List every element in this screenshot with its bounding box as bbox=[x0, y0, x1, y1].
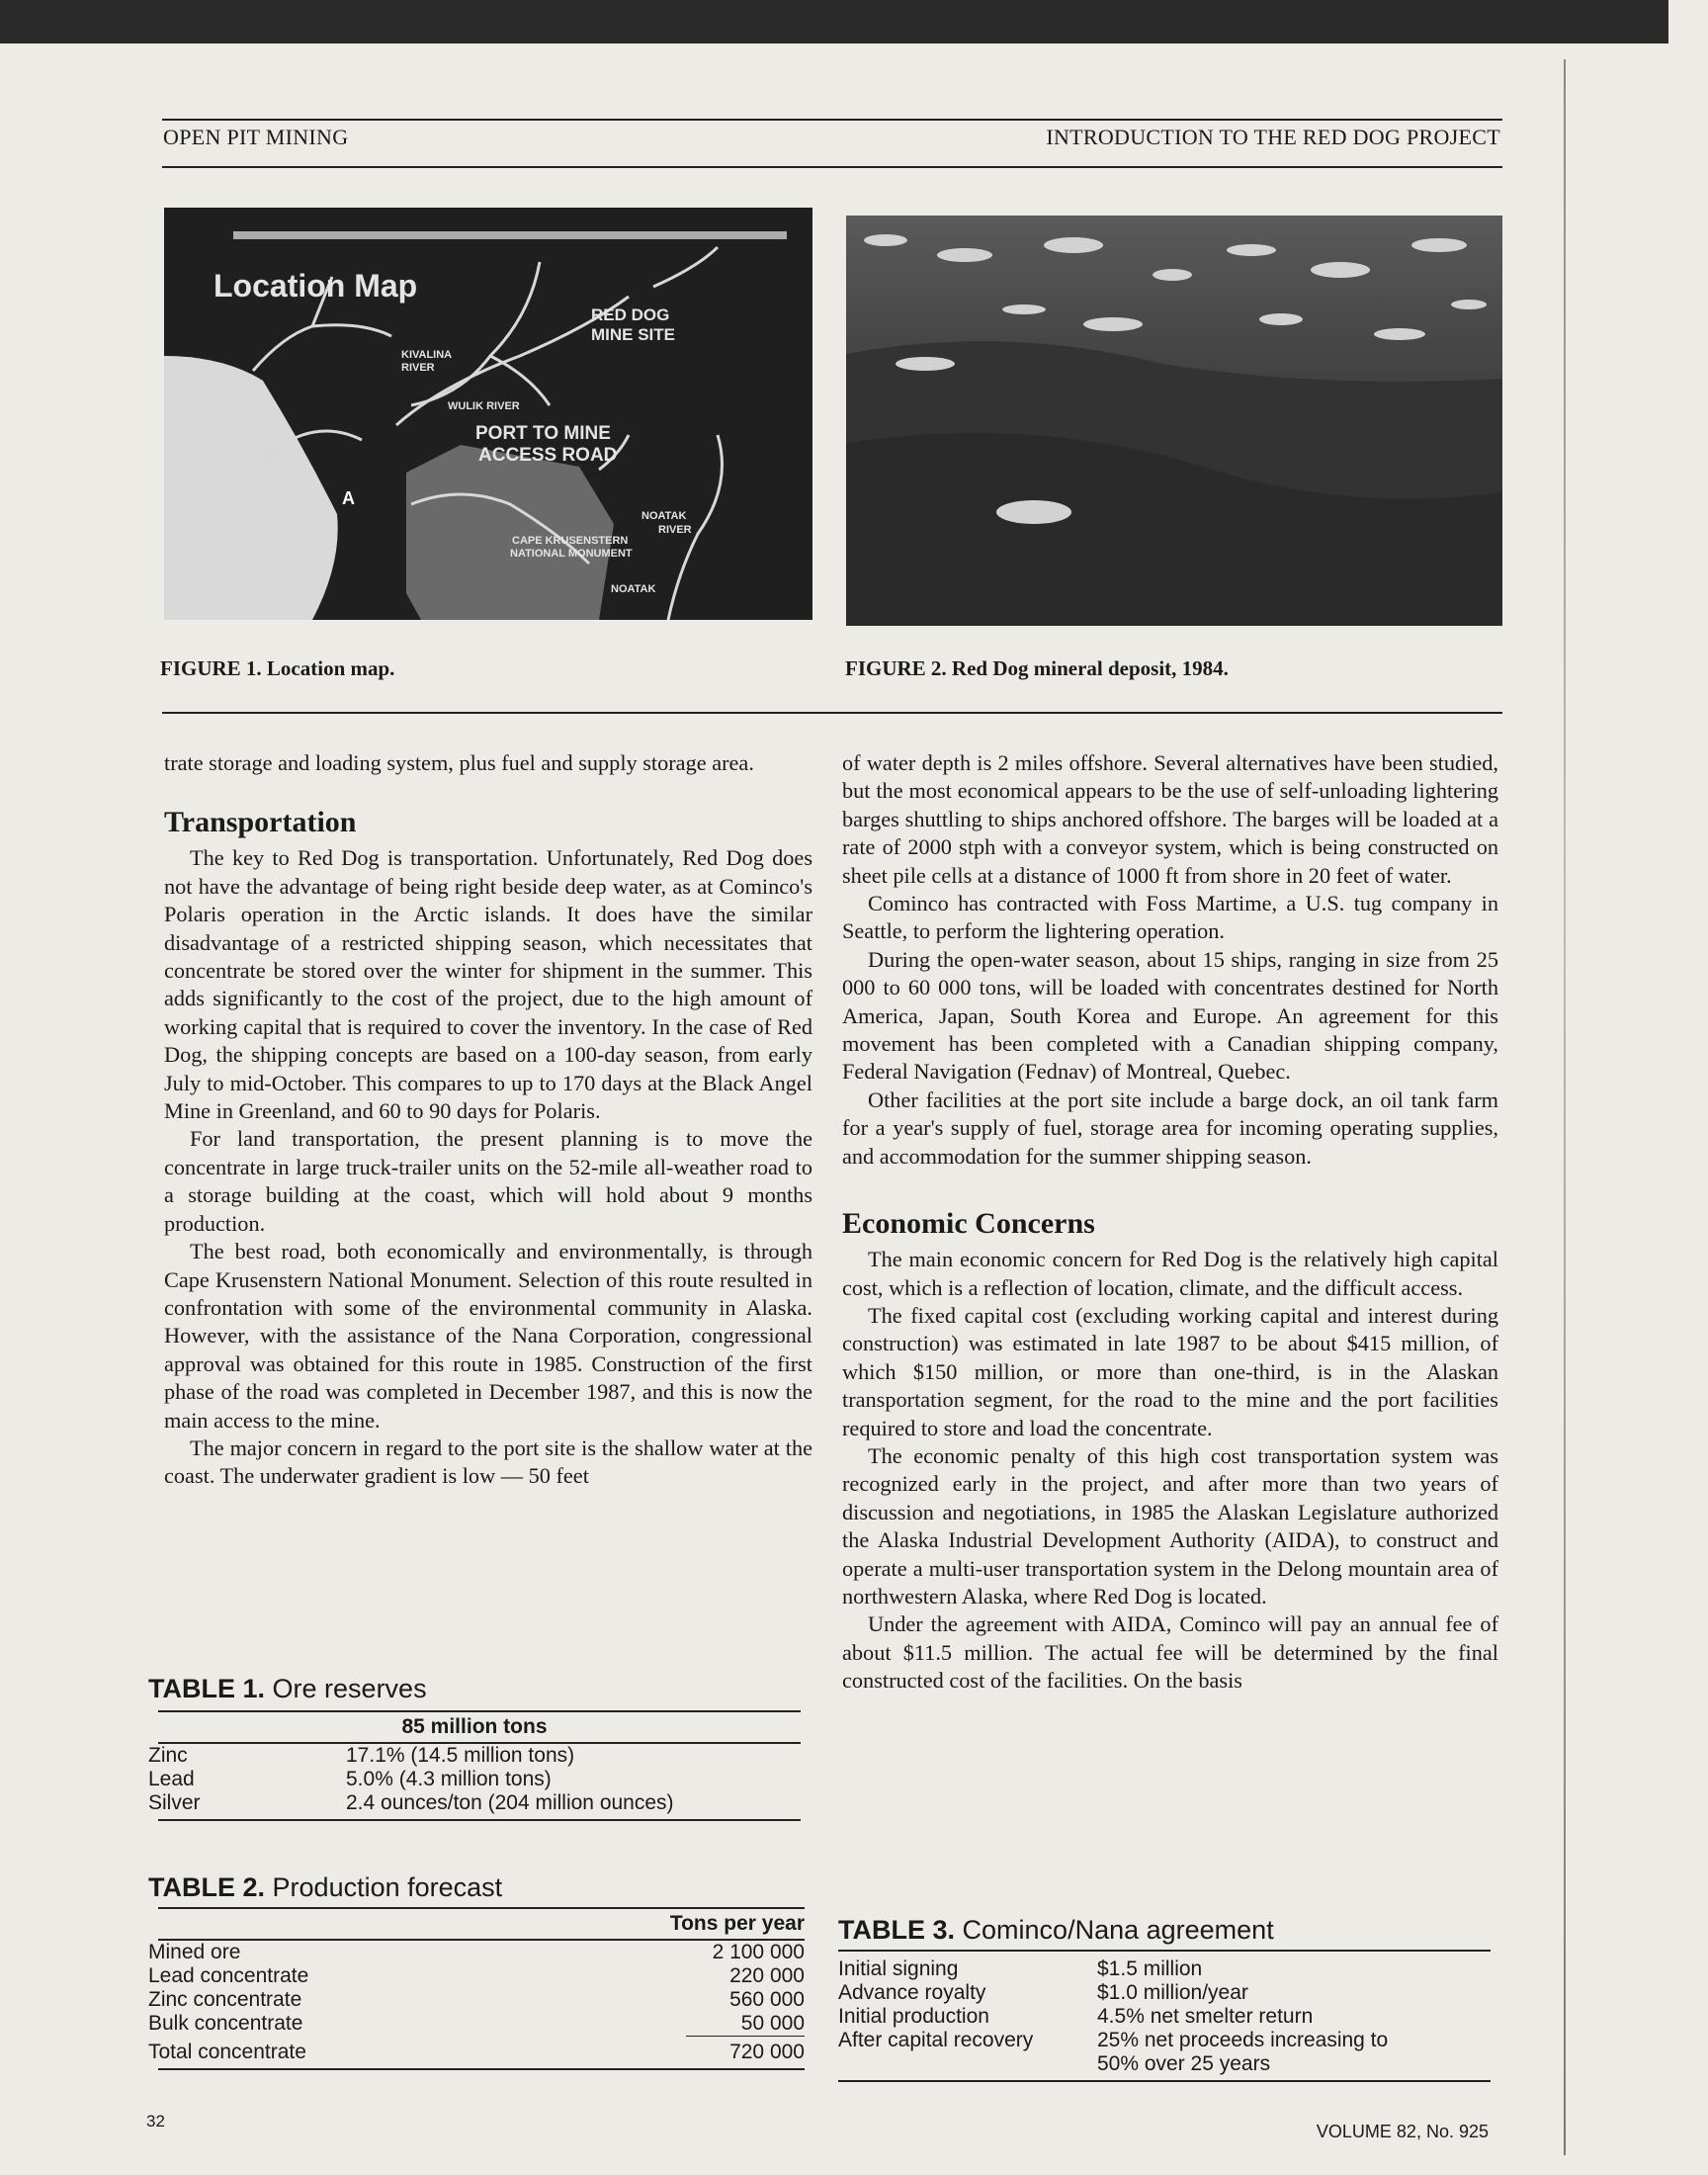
right-intro-text: of water depth is 2 miles offshore. Several alternatives have been studied, but the most economical appears to be the use of self-unloading lightering barges shuttling to ships anchored offshore. The barges will be loaded at a rate of 2000 stph with a conveyor system, which is being constructed on sheet pile cells at a distance of 1000 ft from shore in 20 feet of water. bbox=[842, 750, 1498, 888]
table3-cominco-nana-agreement bbox=[838, 1914, 1491, 2082]
scan-page-edge bbox=[1564, 59, 1566, 2155]
economic-paragraph: The main economic concern for Red Dog is the relatively high capital cost, which is a reflection of location, climate, and the difficult access. bbox=[842, 1247, 1498, 1300]
table3-row-value: 50% over 25 years bbox=[1097, 2052, 1271, 2075]
table-row bbox=[838, 2052, 1491, 2076]
transportation-heading: Transportation bbox=[164, 806, 357, 839]
label-noatak: NOATAK bbox=[611, 583, 656, 595]
label-road-1: PORT TO MINE bbox=[475, 423, 611, 444]
table2-row-name: Mined ore bbox=[148, 1941, 241, 1963]
table2-row-value: 50 000 bbox=[740, 2012, 805, 2035]
port-paragraph: Cominco has contracted with Foss Martime, a U.S. tug company in Seattle, to perform the lightering operation. bbox=[842, 891, 1498, 944]
label-cape-2: NATIONAL MONUMENT bbox=[510, 548, 633, 560]
label-noatak-river-1: NOATAK bbox=[641, 510, 687, 522]
table3-title bbox=[838, 1914, 1491, 1946]
label-edge-letter: A bbox=[342, 488, 355, 508]
running-header-right: INTRODUCTION TO THE RED DOG PROJECT bbox=[1046, 125, 1500, 149]
table1-row-value: 5.0% (4.3 million tons) bbox=[346, 1768, 552, 1790]
right-text-column bbox=[842, 749, 1498, 1696]
table1-row-name: Zinc bbox=[148, 1744, 188, 1767]
table3-row-name bbox=[838, 2052, 1097, 2076]
label-red-dog-2: MINE SITE bbox=[591, 325, 676, 344]
table3-row-value: $1.5 million bbox=[1097, 1958, 1203, 1980]
table2-row-value: 560 000 bbox=[729, 1988, 805, 2011]
table3-row-value: $1.0 million/year bbox=[1097, 1981, 1248, 2004]
figure2-caption: FIGURE 2. Red Dog mineral deposit, 1984. bbox=[845, 656, 1229, 680]
economic-concerns-heading: Economic Concerns bbox=[842, 1207, 1095, 1241]
table-row bbox=[148, 2012, 805, 2036]
table-row bbox=[838, 2005, 1491, 2029]
transportation-paragraph: For land transportation, the present planning is to move the concentrate in large truck-trailer units on the 52-mile all-weather road to a storage building at the coast, which will hold about 9 months production. bbox=[164, 1126, 812, 1236]
table3-row-name: Initial signing bbox=[838, 1958, 959, 1980]
transportation-paragraph: The best road, both economically and environmentally, is through Cape Krusenstern National Monument. Selection of this route resulted in confrontation with some of the environmental community in Alaska. However, with the assistance of the Nana Corporation, congressional approval was obtained for this route in 1985. Construction of the first phase of the road was completed in December 1987, and this is now the main access to the mine. bbox=[164, 1239, 812, 1433]
page-number: 32 bbox=[146, 2112, 165, 2131]
left-text-column bbox=[164, 749, 812, 1491]
table-row bbox=[148, 1964, 805, 1988]
table3-row-name: After capital recovery bbox=[838, 2029, 1034, 2051]
table-row bbox=[838, 1981, 1491, 2005]
economic-paragraph: Under the agreement with AIDA, Cominco will pay an annual fee of about $11.5 million. The actual fee will be determined by the final constructed cost of the facilities. On the basis bbox=[842, 1611, 1498, 1694]
table2-total-value: 720 000 bbox=[729, 2041, 805, 2063]
header-rule-bottom bbox=[162, 166, 1502, 168]
location-map-figure bbox=[164, 208, 812, 620]
table2-label: TABLE 2. bbox=[148, 1872, 266, 1902]
location-map-graphic bbox=[164, 208, 812, 620]
port-paragraph: During the open-water season, about 15 ships, ranging in size from 25 000 to 60 000 tons, will be loaded with concentrates destined for North America, Japan, South Korea and Europe. An agreement for this movement has been completed with a Canadian shipping company, Federal Navigation (Fednav) of Montreal, Quebec. bbox=[842, 946, 1498, 1085]
label-kivalina-1: KIVALINA bbox=[401, 349, 453, 361]
table1-row-value: 17.1% (14.5 million tons) bbox=[346, 1744, 575, 1767]
table3-row-value: 4.5% net smelter return bbox=[1097, 2005, 1314, 2028]
table-row bbox=[838, 2029, 1491, 2052]
table1-ore-reserves bbox=[148, 1673, 801, 1821]
economic-paragraph: The fixed capital cost (excluding working capital and interest during construction) was estimated in late 1987 to be about $415 million, of which $150 million, or more than one-third, is in the Alaskan transportation segment, for the road to the mine and the port facilities required to store and load the concentrate. bbox=[842, 1302, 1498, 1440]
table1-row-name: Silver bbox=[148, 1791, 201, 1814]
table-row bbox=[148, 1941, 805, 1964]
table3-row-name: Advance royalty bbox=[838, 1981, 986, 2004]
label-noatak-river-2: RIVER bbox=[658, 524, 692, 536]
table3-rule bbox=[838, 2080, 1491, 2082]
table-row bbox=[148, 1768, 801, 1791]
running-header-left: OPEN PIT MINING bbox=[163, 125, 349, 149]
label-wulik: WULIK RIVER bbox=[448, 400, 520, 412]
table2-production-forecast bbox=[148, 1871, 805, 2070]
label-red-dog-1: RED DOG bbox=[591, 305, 670, 324]
economic-paragraph: The economic penalty of this high cost transportation system was recognized early in the project, and after more than two years of discussion and negotiations, in 1985 the Alaskan Legislature authorized the Alaska Industrial Development Authority (AIDA), to construct and operate a multi-user transportation system in the Delong mountain area of northwestern Alaska, where Red Dog is located. bbox=[842, 1442, 1498, 1609]
table1-rule bbox=[158, 1819, 801, 1821]
transportation-paragraph: The key to Red Dog is transportation. Unfortunately, Red Dog does not have the advantage of being right beside deep water, as at Cominco's Polaris operation in the Arctic islands. It does have the similar disadvantage of a restricted shipping season, which necessitates that concentrate be stored over the winter for shipment in the summer. This adds significantly to the cost of the project, due to the high amount of working capital that is required to cover the inventory. In the case of Red Dog, the shipping concepts are based on a 100-day season, from early July to mid-October. This compares to up to 170 days at the Black Angel Mine in Greenland, and 60 to 90 days for Polaris. bbox=[164, 845, 812, 1124]
aerial-photo-graphic bbox=[846, 216, 1502, 626]
table2-row-name: Bulk concentrate bbox=[148, 2012, 303, 2035]
table3-label: TABLE 3. bbox=[838, 1915, 956, 1945]
table3-row-value: 25% net proceeds increasing to bbox=[1097, 2029, 1389, 2051]
table3-row-name: Initial production bbox=[838, 2005, 989, 2028]
table2-total-name: Total concentrate bbox=[148, 2041, 306, 2063]
table3-rule bbox=[838, 1950, 1491, 1952]
table1-label: TABLE 1. bbox=[148, 1674, 266, 1703]
transportation-paragraph: The major concern in regard to the port site is the shallow water at the coast. The underwater gradient is low — 50 feet bbox=[164, 1435, 812, 1489]
volume-label: VOLUME 82, No. 925 bbox=[1316, 2122, 1489, 2141]
port-paragraph: Other facilities at the port site include a barge dock, an oil tank farm for a year's supply of fuel, storage area for incoming operating supplies, and accommodation for the summer shipping season. bbox=[842, 1087, 1498, 1169]
table1-row-value: 2.4 ounces/ton (204 million ounces) bbox=[346, 1791, 674, 1814]
header-rule-top bbox=[162, 119, 1502, 121]
table2-header: Tons per year bbox=[669, 1912, 805, 1935]
table2-title bbox=[148, 1871, 805, 1903]
map-title: Location Map bbox=[214, 268, 418, 304]
label-kivalina-2: RIVER bbox=[401, 362, 435, 374]
figure1-caption: FIGURE 1. Location map. bbox=[160, 656, 395, 680]
left-intro-text: trate storage and loading system, plus fuel and supply storage area. bbox=[164, 750, 754, 775]
table-row bbox=[838, 1958, 1491, 1981]
table2-total-row bbox=[148, 2037, 805, 2068]
scan-top-border bbox=[0, 0, 1668, 44]
table3-name: Cominco/Nana agreement bbox=[962, 1915, 1274, 1945]
table1-title bbox=[148, 1673, 801, 1704]
table2-name: Production forecast bbox=[272, 1872, 503, 1902]
table1-header: 85 million tons bbox=[401, 1715, 548, 1738]
table1-row-name: Lead bbox=[148, 1768, 195, 1790]
table-row bbox=[148, 1988, 805, 2012]
table2-row-name: Zinc concentrate bbox=[148, 1988, 302, 2011]
label-road-2: ACCESS ROAD bbox=[478, 445, 618, 466]
table-row bbox=[148, 1791, 801, 1815]
table2-rule bbox=[158, 2068, 805, 2070]
table2-row-value: 2 100 000 bbox=[712, 1941, 805, 1963]
table-row bbox=[148, 1744, 801, 1768]
table1-name: Ore reserves bbox=[272, 1674, 427, 1703]
label-cape-1: CAPE KRUSENSTERN bbox=[512, 535, 629, 547]
table2-row-name: Lead concentrate bbox=[148, 1964, 309, 1987]
red-dog-deposit-photo bbox=[846, 216, 1502, 626]
figures-rule bbox=[162, 712, 1502, 714]
table2-row-value: 220 000 bbox=[729, 1964, 805, 1987]
